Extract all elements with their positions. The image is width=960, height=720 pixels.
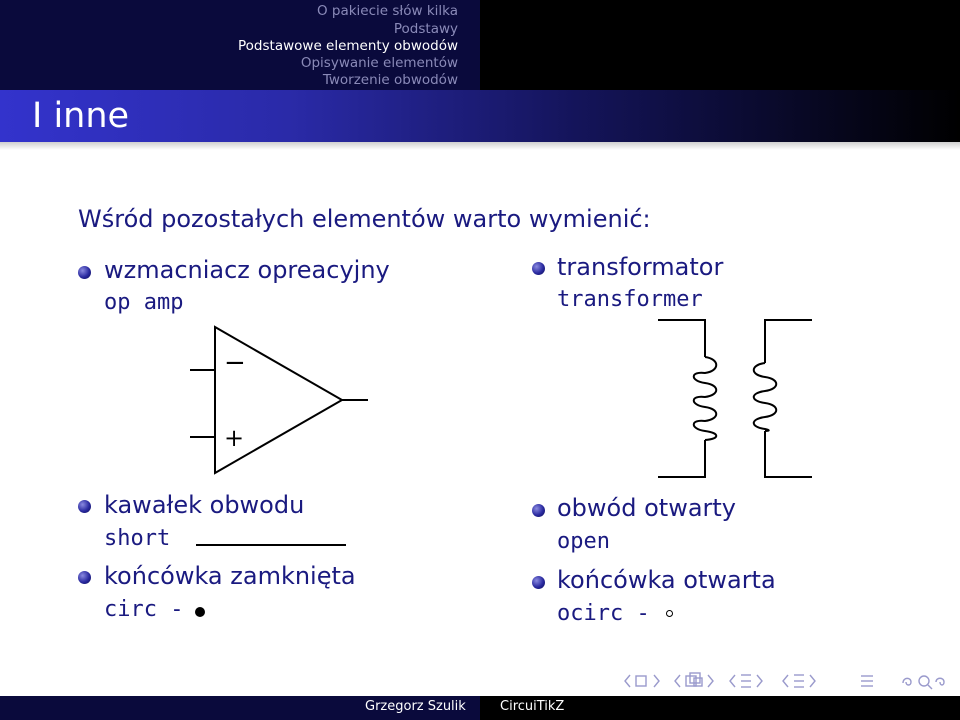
- transformer-secondary-bottom-lead: [765, 431, 812, 477]
- frame-title-bar: [0, 90, 960, 142]
- footer-author: Grzegorz Szulik: [365, 699, 466, 714]
- bullet-icon: [532, 504, 545, 517]
- transformer-secondary-top-lead: [765, 320, 812, 363]
- item-code-opamp: op amp: [104, 290, 184, 315]
- transformer-primary-coil: [694, 357, 717, 440]
- item-title-circ: końcówka zamknięta: [104, 562, 356, 590]
- item-code-circ: circ -: [104, 597, 184, 622]
- item-code-transformer: transformer: [557, 287, 703, 312]
- item-title-open: obwód otwarty: [557, 494, 737, 522]
- short-wire: [196, 544, 346, 546]
- opamp-symbol: [180, 315, 380, 480]
- item-title-opamp: wzmacniacz opreacyjny: [104, 256, 390, 284]
- bullet-icon: [78, 500, 91, 513]
- item-title-ocirc: końcówka otwarta: [557, 566, 776, 594]
- beamer-search-icon[interactable]: [900, 670, 952, 692]
- item-code-open: open: [557, 529, 610, 554]
- nav-item-podstawowe-elementy[interactable]: Podstawowe elementy obwodów: [238, 38, 458, 54]
- bullet-icon: [78, 571, 91, 584]
- item-code-short: short: [104, 526, 171, 551]
- bullet-icon: [532, 262, 545, 275]
- item-title-short: kawałek obwodu: [104, 491, 305, 519]
- intro-text: Wśród pozostałych elementów warto wymienić:: [78, 205, 651, 233]
- opamp-minus-label: −: [224, 348, 246, 378]
- transformer-primary-top-lead: [658, 320, 705, 357]
- title-shadow: [0, 142, 960, 150]
- closed-terminal-dot: [195, 607, 205, 617]
- nav-item-opisywanie[interactable]: Opisywanie elementów: [300, 55, 458, 71]
- open-terminal-circle: [666, 610, 673, 617]
- bullet-icon: [78, 266, 91, 279]
- footer-title: CircuiTikZ: [500, 699, 565, 714]
- transformer-symbol: [650, 315, 820, 485]
- transformer-primary-bottom-lead: [658, 440, 705, 477]
- item-title-transformer: transformator: [557, 253, 724, 281]
- transformer-secondary-coil: [754, 363, 777, 431]
- item-code-ocirc: ocirc -: [557, 601, 650, 626]
- nav-item-podstawy[interactable]: Podstawy: [393, 21, 458, 37]
- frame-title: I inne: [32, 96, 130, 136]
- opamp-plus-label: +: [224, 424, 245, 452]
- nav-item-o-pakiecie[interactable]: O pakiecie słów kilka: [316, 3, 458, 19]
- nav-item-tworzenie[interactable]: Tworzenie obwodów: [322, 72, 458, 88]
- bullet-icon: [532, 576, 545, 589]
- section-navigation: [0, 0, 480, 90]
